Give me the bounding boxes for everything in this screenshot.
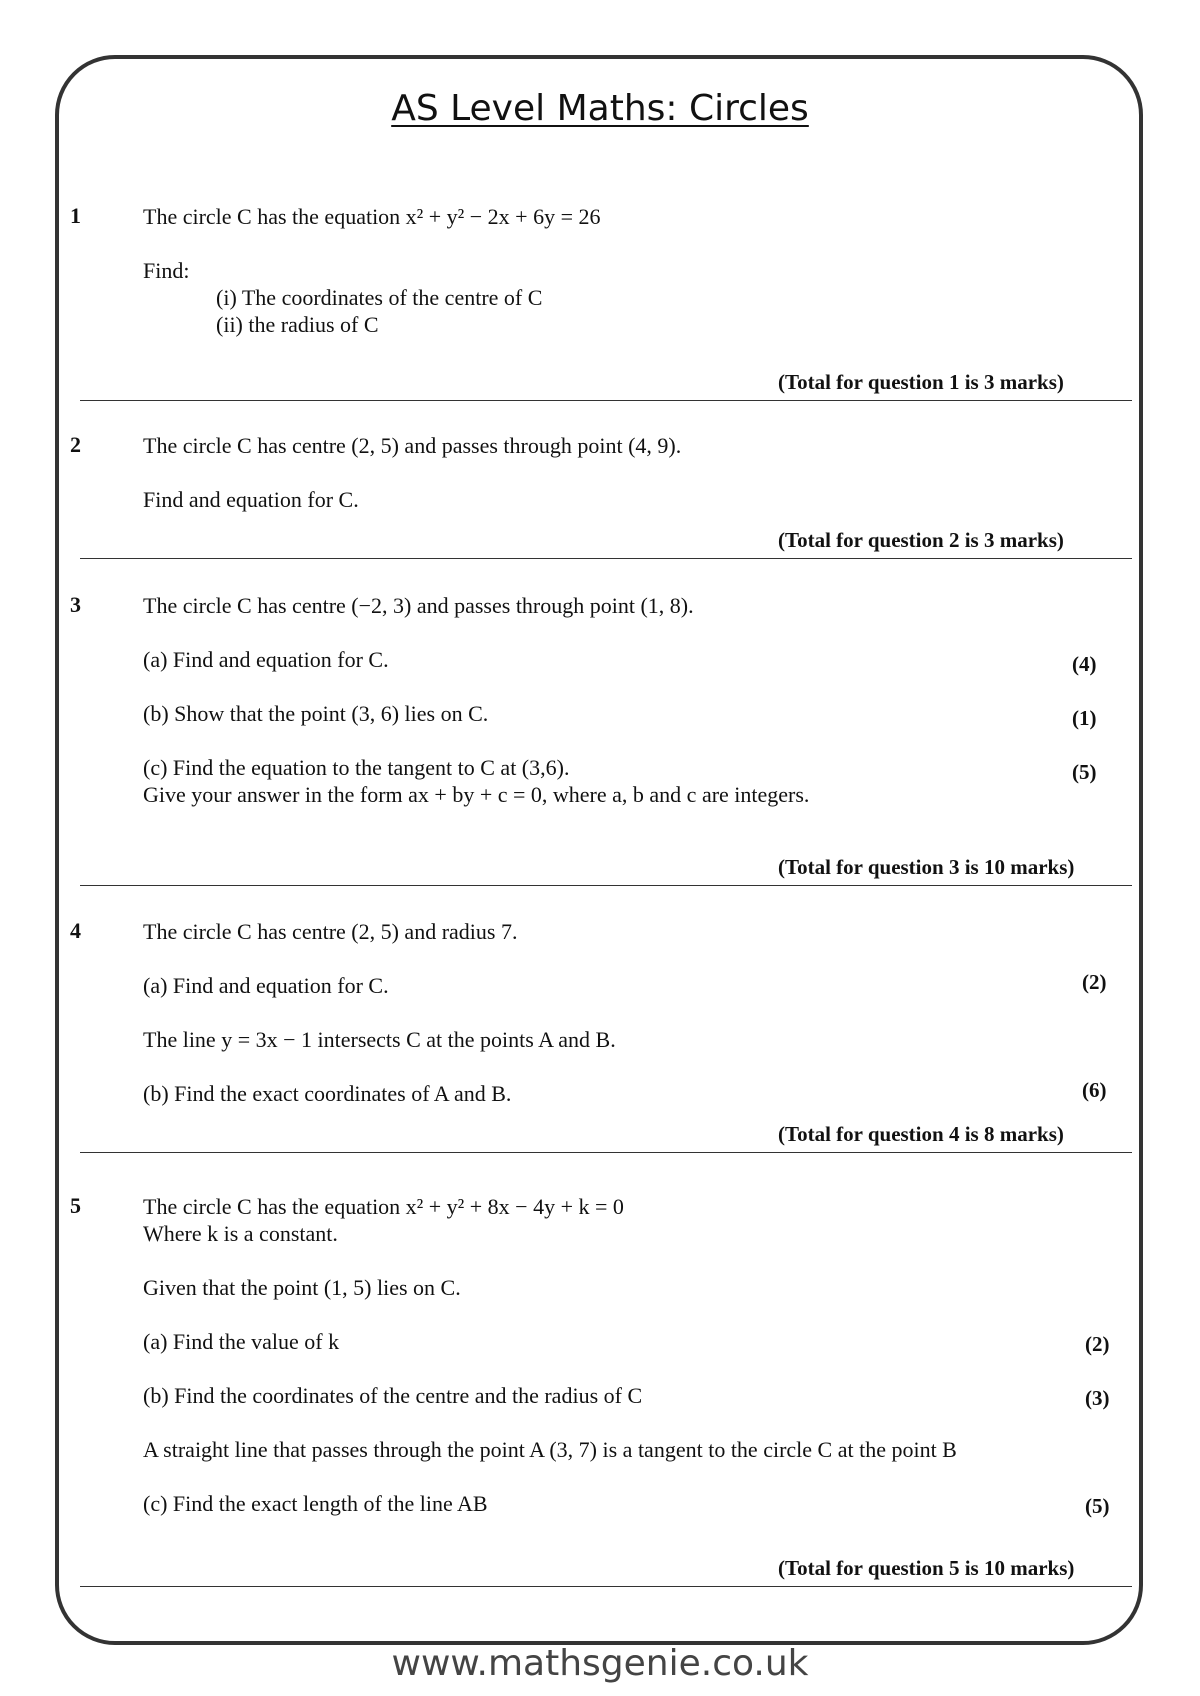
question-4-part-b: (b) Find the exact coordinates of A and B. (143, 1081, 512, 1106)
question-5-part-b: (b) Find the coordinates of the centre and the radius of C (143, 1383, 643, 1408)
question-4-line-info: The line y = 3x − 1 intersects C at the points A and B. (143, 1027, 616, 1052)
question-4-part-a-marks: (2) (1082, 970, 1107, 994)
question-3-part-c: (c) Find the equation to the tangent to C at (3,6). (143, 755, 570, 780)
page-title: AS Level Maths: Circles (391, 88, 809, 129)
question-3-part-b-marks: (1) (1072, 706, 1097, 730)
question-3-part-c-instruction: Give your answer in the form ax + by + c = 0, where a, b and c are integers. (143, 782, 810, 807)
question-4-stem: The circle C has centre (2, 5) and radius 7. (143, 919, 518, 944)
question-2-stem: The circle C has centre (2, 5) and passes through point (4, 9). (143, 433, 682, 458)
question-3-total: (Total for question 3 is 10 marks) (778, 855, 1075, 879)
question-5-part-a-marks: (2) (1085, 1332, 1110, 1356)
question-5-stem: The circle C has the equation x² + y² + 8x − 4y + k = 0 (143, 1194, 624, 1219)
footer-website: www.mathsgenie.co.uk (391, 1643, 809, 1684)
question-4-total: (Total for question 4 is 8 marks) (778, 1122, 1064, 1146)
question-1-find: Find: (143, 258, 190, 283)
question-3-stem: The circle C has centre (−2, 3) and passes through point (1, 8). (143, 593, 694, 618)
question-3-number: 3 (70, 592, 81, 617)
question-3-part-c-marks: (5) (1072, 760, 1097, 784)
question-5-part-a: (a) Find the value of k (143, 1329, 340, 1354)
question-5-tangent-info: A straight line that passes through the point A (3, 7) is a tangent to the circle C at the point B (143, 1437, 957, 1462)
question-3-part-a-marks: (4) (1072, 652, 1097, 676)
question-4-part-b-marks: (6) (1082, 1078, 1107, 1102)
question-3-part-a: (a) Find and equation for C. (143, 647, 389, 672)
divider (80, 400, 1132, 401)
question-5-part-c-marks: (5) (1085, 1494, 1110, 1518)
divider (80, 1152, 1132, 1153)
question-5-total: (Total for question 5 is 10 marks) (778, 1556, 1075, 1580)
question-5-part-b-marks: (3) (1085, 1386, 1110, 1410)
divider (80, 558, 1132, 559)
question-1-part-i: (i) The coordinates of the centre of C (216, 285, 543, 310)
question-1-part-ii: (ii) the radius of C (216, 312, 379, 337)
question-5-given: Given that the point (1, 5) lies on C. (143, 1275, 461, 1300)
question-4-number: 4 (70, 918, 81, 943)
question-1-stem: The circle C has the equation x² + y² − 2x + 6y = 26 (143, 204, 601, 229)
question-3-part-b: (b) Show that the point (3, 6) lies on C. (143, 701, 489, 726)
question-5-number: 5 (70, 1193, 81, 1218)
question-2-number: 2 (70, 432, 81, 457)
question-2-find: Find and equation for C. (143, 487, 359, 512)
divider (80, 885, 1132, 886)
question-4-part-a: (a) Find and equation for C. (143, 973, 389, 998)
question-1-total: (Total for question 1 is 3 marks) (778, 370, 1064, 394)
question-1-number: 1 (70, 203, 81, 228)
divider (80, 1586, 1132, 1587)
question-5-constant: Where k is a constant. (143, 1221, 338, 1246)
question-2-total: (Total for question 2 is 3 marks) (778, 528, 1064, 552)
question-5-part-c: (c) Find the exact length of the line AB (143, 1491, 488, 1516)
